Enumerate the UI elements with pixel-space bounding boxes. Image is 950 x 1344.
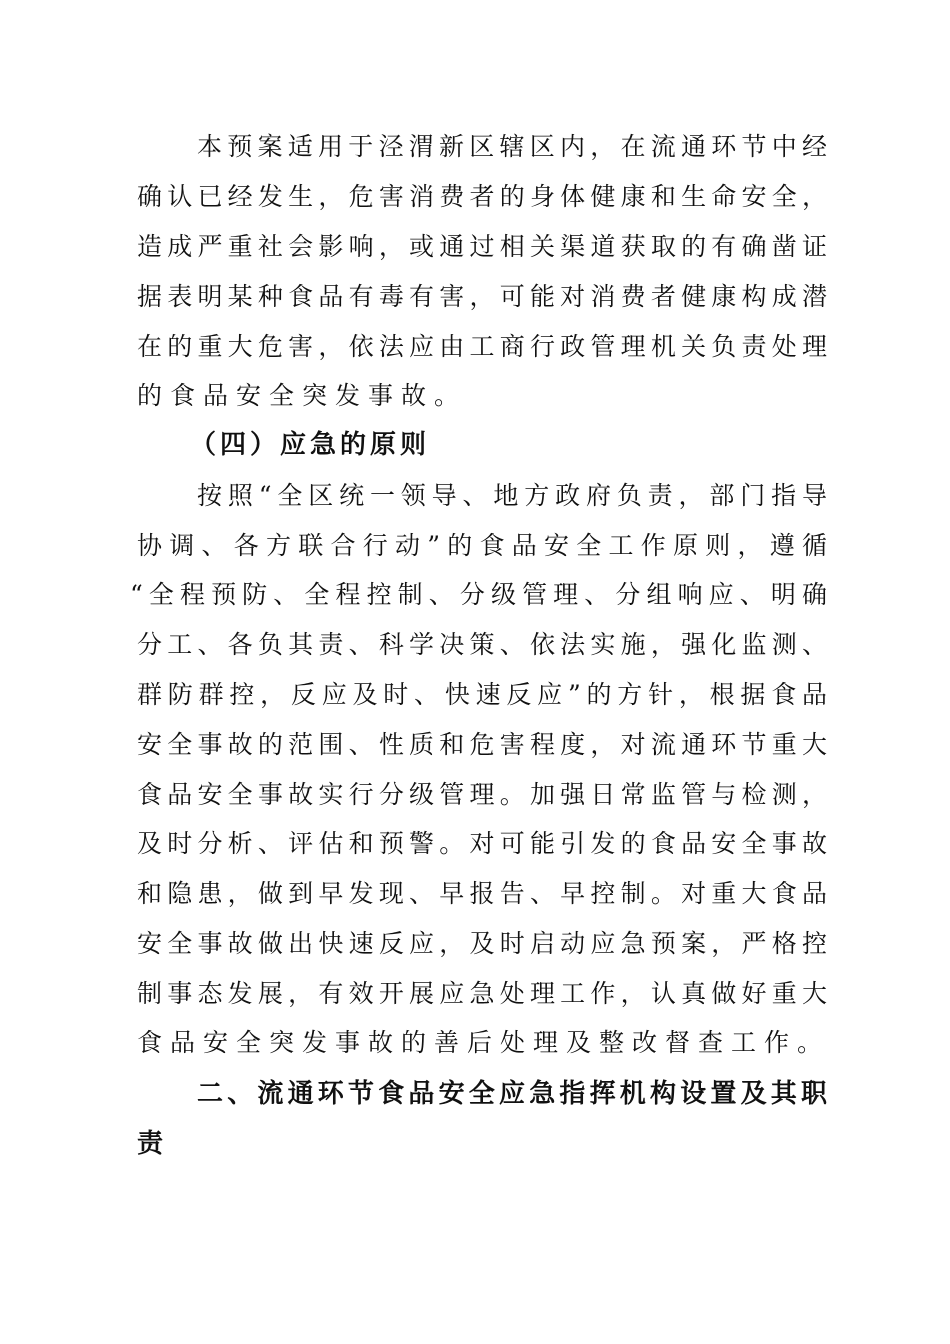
paragraph-1-line-1: 本预案适用于泾渭新区辖区内，在流通环节中经: [197, 132, 827, 161]
paragraph-2-line-10: 安全事故做出快速反应，及时启动应急预案，严格控: [137, 929, 827, 958]
section-heading-principles: （四）应急的原则: [190, 430, 431, 460]
paragraph-2-line-7: 食品安全事故实行分级管理。加强日常监管与检测，: [137, 780, 827, 809]
paragraph-2-line-6: 安全事故的范围、性质和危害程度，对流通环节重大: [137, 730, 827, 759]
paragraph-1-line-5: 在的重大危害，依法应由工商行政管理机关负责处理: [137, 332, 827, 361]
paragraph-1-line-6: 的食品安全突发事故。: [137, 381, 468, 410]
paragraph-2-line-1: 按照“全区统一领导、地方政府负责，部门指导: [197, 481, 827, 510]
paragraph-2-line-9: 和隐患，做到早发现、早报告、早控制。对重大食品: [137, 879, 827, 908]
section-heading-command-structure-continued: 责: [137, 1129, 168, 1159]
section-heading-command-structure: 二、流通环节食品安全应急指挥机构设置及其职: [197, 1079, 827, 1109]
paragraph-2-line-5: 群防群控，反应及时、快速反应”的方针，根据食品: [137, 680, 827, 709]
paragraph-2-line-11: 制事态发展，有效开展应急处理工作，认真做好重大: [137, 979, 827, 1008]
paragraph-1-line-4: 据表明某种食品有毒有害，可能对消费者健康构成潜: [137, 282, 827, 311]
paragraph-2-line-3: “全程预防、全程控制、分级管理、分组响应、明确: [130, 580, 827, 609]
paragraph-2-line-8: 及时分析、评估和预警。对可能引发的食品安全事故: [137, 829, 827, 858]
paragraph-2-line-4: 分工、各负其责、科学决策、依法实施，强化监测、: [137, 630, 827, 659]
paragraph-1-line-2: 确认已经发生，危害消费者的身体健康和生命安全，: [137, 182, 827, 211]
paragraph-2-line-12: 食品安全突发事故的善后处理及整改督查工作。: [137, 1028, 831, 1057]
paragraph-1-line-3: 造成严重社会影响，或通过相关渠道获取的有确凿证: [137, 232, 827, 261]
paragraph-2-line-2: 协调、各方联合行动”的食品安全工作原则，遵循: [137, 531, 827, 560]
